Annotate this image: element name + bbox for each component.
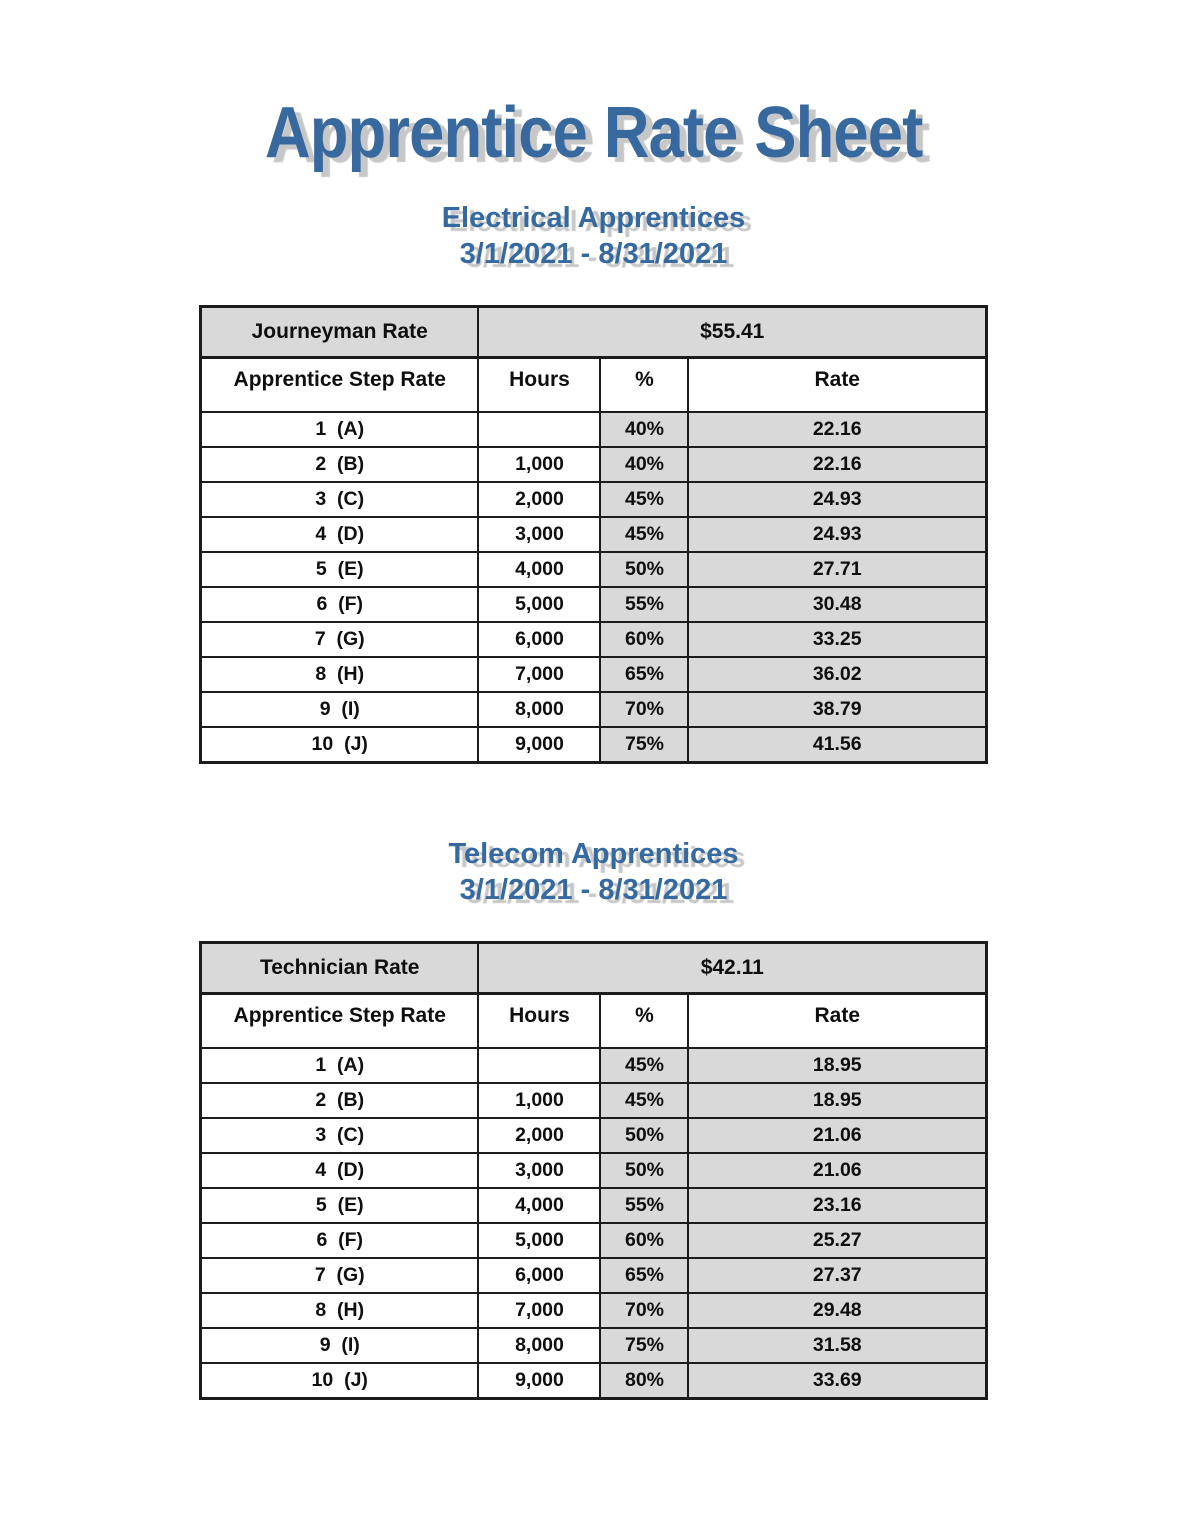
- rate-cell: 31.58: [688, 1328, 986, 1363]
- percent-cell: 70%: [600, 692, 688, 727]
- step-cell: 2 (B): [200, 1083, 478, 1118]
- table-row: [200, 622, 986, 657]
- rate-cell: 38.79: [688, 692, 986, 727]
- hours-cell: 1,000: [478, 447, 600, 482]
- step-cell: 7 (G): [200, 1258, 478, 1293]
- page-title: [0, 93, 1187, 173]
- percent-cell: 60%: [600, 622, 688, 657]
- hours-cell: 1,000: [478, 1083, 600, 1118]
- table-row: [200, 587, 986, 622]
- table-row: [200, 1258, 986, 1293]
- percent-cell: 70%: [600, 1293, 688, 1328]
- percent-cell: 50%: [600, 552, 688, 587]
- table-row: [200, 692, 986, 727]
- hours-cell: [478, 412, 600, 447]
- col-header-hours: Hours: [478, 357, 600, 412]
- hours-cell: 4,000: [478, 552, 600, 587]
- rate-cell: 22.16: [688, 447, 986, 482]
- table-row: [200, 1048, 986, 1083]
- step-cell: 8 (H): [200, 657, 478, 692]
- table-row: [200, 1328, 986, 1363]
- hours-cell: 9,000: [478, 1363, 600, 1399]
- journeyman-rate-label: Journeyman Rate: [200, 306, 478, 357]
- step-cell: 4 (D): [200, 1153, 478, 1188]
- rate-cell: 24.93: [688, 482, 986, 517]
- percent-cell: 45%: [600, 517, 688, 552]
- table-row: [200, 1293, 986, 1328]
- rate-cell: 29.48: [688, 1293, 986, 1328]
- hours-cell: [478, 1048, 600, 1083]
- col-header-step: Apprentice Step Rate: [200, 357, 478, 412]
- telecom-section-heading: Telecom Apprentices: [448, 837, 739, 870]
- rate-cell: 22.16: [688, 412, 986, 447]
- col-header-percent: %: [600, 357, 688, 412]
- technician-rate-label: Technician Rate: [200, 942, 478, 993]
- rate-cell: 25.27: [688, 1223, 986, 1258]
- step-cell: 3 (C): [200, 482, 478, 517]
- hours-cell: 5,000: [478, 587, 600, 622]
- step-cell: 2 (B): [200, 447, 478, 482]
- percent-cell: 45%: [600, 1083, 688, 1118]
- step-cell: 10 (J): [200, 1363, 478, 1399]
- telecom-date-range: 3/1/2021 - 8/31/2021: [459, 873, 728, 906]
- table-row: [200, 1188, 986, 1223]
- table-row: [200, 1363, 986, 1399]
- percent-cell: 40%: [600, 447, 688, 482]
- percent-cell: 75%: [600, 727, 688, 763]
- percent-cell: 65%: [600, 1258, 688, 1293]
- percent-cell: 75%: [600, 1328, 688, 1363]
- step-cell: 6 (F): [200, 1223, 478, 1258]
- hours-cell: 7,000: [478, 1293, 600, 1328]
- hours-cell: 6,000: [478, 1258, 600, 1293]
- hours-cell: 7,000: [478, 657, 600, 692]
- rate-cell: 41.56: [688, 727, 986, 763]
- percent-cell: 55%: [600, 587, 688, 622]
- table-row: [200, 657, 986, 692]
- col-header-rate: Rate: [688, 993, 986, 1048]
- table-row: [200, 412, 986, 447]
- rate-cell: 21.06: [688, 1118, 986, 1153]
- electrical-rate-table: [199, 305, 988, 764]
- journeyman-rate-value: $55.41: [478, 306, 986, 357]
- step-cell: 8 (H): [200, 1293, 478, 1328]
- step-cell: 3 (C): [200, 1118, 478, 1153]
- column-header-row: [200, 357, 986, 412]
- table-row: [200, 727, 986, 763]
- table-row: [200, 1223, 986, 1258]
- rate-cell: 36.02: [688, 657, 986, 692]
- hours-cell: 3,000: [478, 517, 600, 552]
- electrical-date-range: 3/1/2021 - 8/31/2021: [459, 237, 728, 270]
- step-cell: 10 (J): [200, 727, 478, 763]
- table-row: [200, 517, 986, 552]
- rate-cell: 23.16: [688, 1188, 986, 1223]
- percent-cell: 80%: [600, 1363, 688, 1399]
- percent-cell: 65%: [600, 657, 688, 692]
- section-telecom: [0, 836, 1187, 1400]
- electrical-section-heading: Electrical Apprentices: [441, 201, 746, 234]
- step-cell: 4 (D): [200, 517, 478, 552]
- rate-cell: 21.06: [688, 1153, 986, 1188]
- table-row: [200, 1083, 986, 1118]
- percent-cell: 45%: [600, 1048, 688, 1083]
- step-cell: 5 (E): [200, 552, 478, 587]
- section-electrical: [0, 200, 1187, 764]
- hours-cell: 2,000: [478, 482, 600, 517]
- page-title-text: Apprentice Rate Sheet: [264, 93, 923, 173]
- hours-cell: 2,000: [478, 1118, 600, 1153]
- step-cell: 5 (E): [200, 1188, 478, 1223]
- column-header-row: [200, 993, 986, 1048]
- table-row: [200, 482, 986, 517]
- step-cell: 1 (A): [200, 412, 478, 447]
- rate-cell: 24.93: [688, 517, 986, 552]
- rate-cell: 18.95: [688, 1048, 986, 1083]
- rate-cell: 33.69: [688, 1363, 986, 1399]
- table-row: [200, 1118, 986, 1153]
- hours-cell: 6,000: [478, 622, 600, 657]
- rate-cell: 33.25: [688, 622, 986, 657]
- technician-rate-value: $42.11: [478, 942, 986, 993]
- col-header-step: Apprentice Step Rate: [200, 993, 478, 1048]
- technician-rate-row: [200, 942, 986, 993]
- percent-cell: 50%: [600, 1153, 688, 1188]
- col-header-rate: Rate: [688, 357, 986, 412]
- hours-cell: 8,000: [478, 1328, 600, 1363]
- percent-cell: 60%: [600, 1223, 688, 1258]
- rate-cell: 27.71: [688, 552, 986, 587]
- hours-cell: 5,000: [478, 1223, 600, 1258]
- step-cell: 7 (G): [200, 622, 478, 657]
- hours-cell: 8,000: [478, 692, 600, 727]
- col-header-percent: %: [600, 993, 688, 1048]
- step-cell: 9 (I): [200, 692, 478, 727]
- telecom-rate-table: [199, 941, 988, 1400]
- hours-cell: 3,000: [478, 1153, 600, 1188]
- rate-cell: 30.48: [688, 587, 986, 622]
- table-row: [200, 552, 986, 587]
- step-cell: 6 (F): [200, 587, 478, 622]
- percent-cell: 55%: [600, 1188, 688, 1223]
- table-row: [200, 1153, 986, 1188]
- rate-cell: 27.37: [688, 1258, 986, 1293]
- journeyman-rate-row: [200, 306, 986, 357]
- table-row: [200, 447, 986, 482]
- hours-cell: 4,000: [478, 1188, 600, 1223]
- col-header-hours: Hours: [478, 993, 600, 1048]
- step-cell: 9 (I): [200, 1328, 478, 1363]
- step-cell: 1 (A): [200, 1048, 478, 1083]
- percent-cell: 40%: [600, 412, 688, 447]
- percent-cell: 50%: [600, 1118, 688, 1153]
- hours-cell: 9,000: [478, 727, 600, 763]
- percent-cell: 45%: [600, 482, 688, 517]
- rate-cell: 18.95: [688, 1083, 986, 1118]
